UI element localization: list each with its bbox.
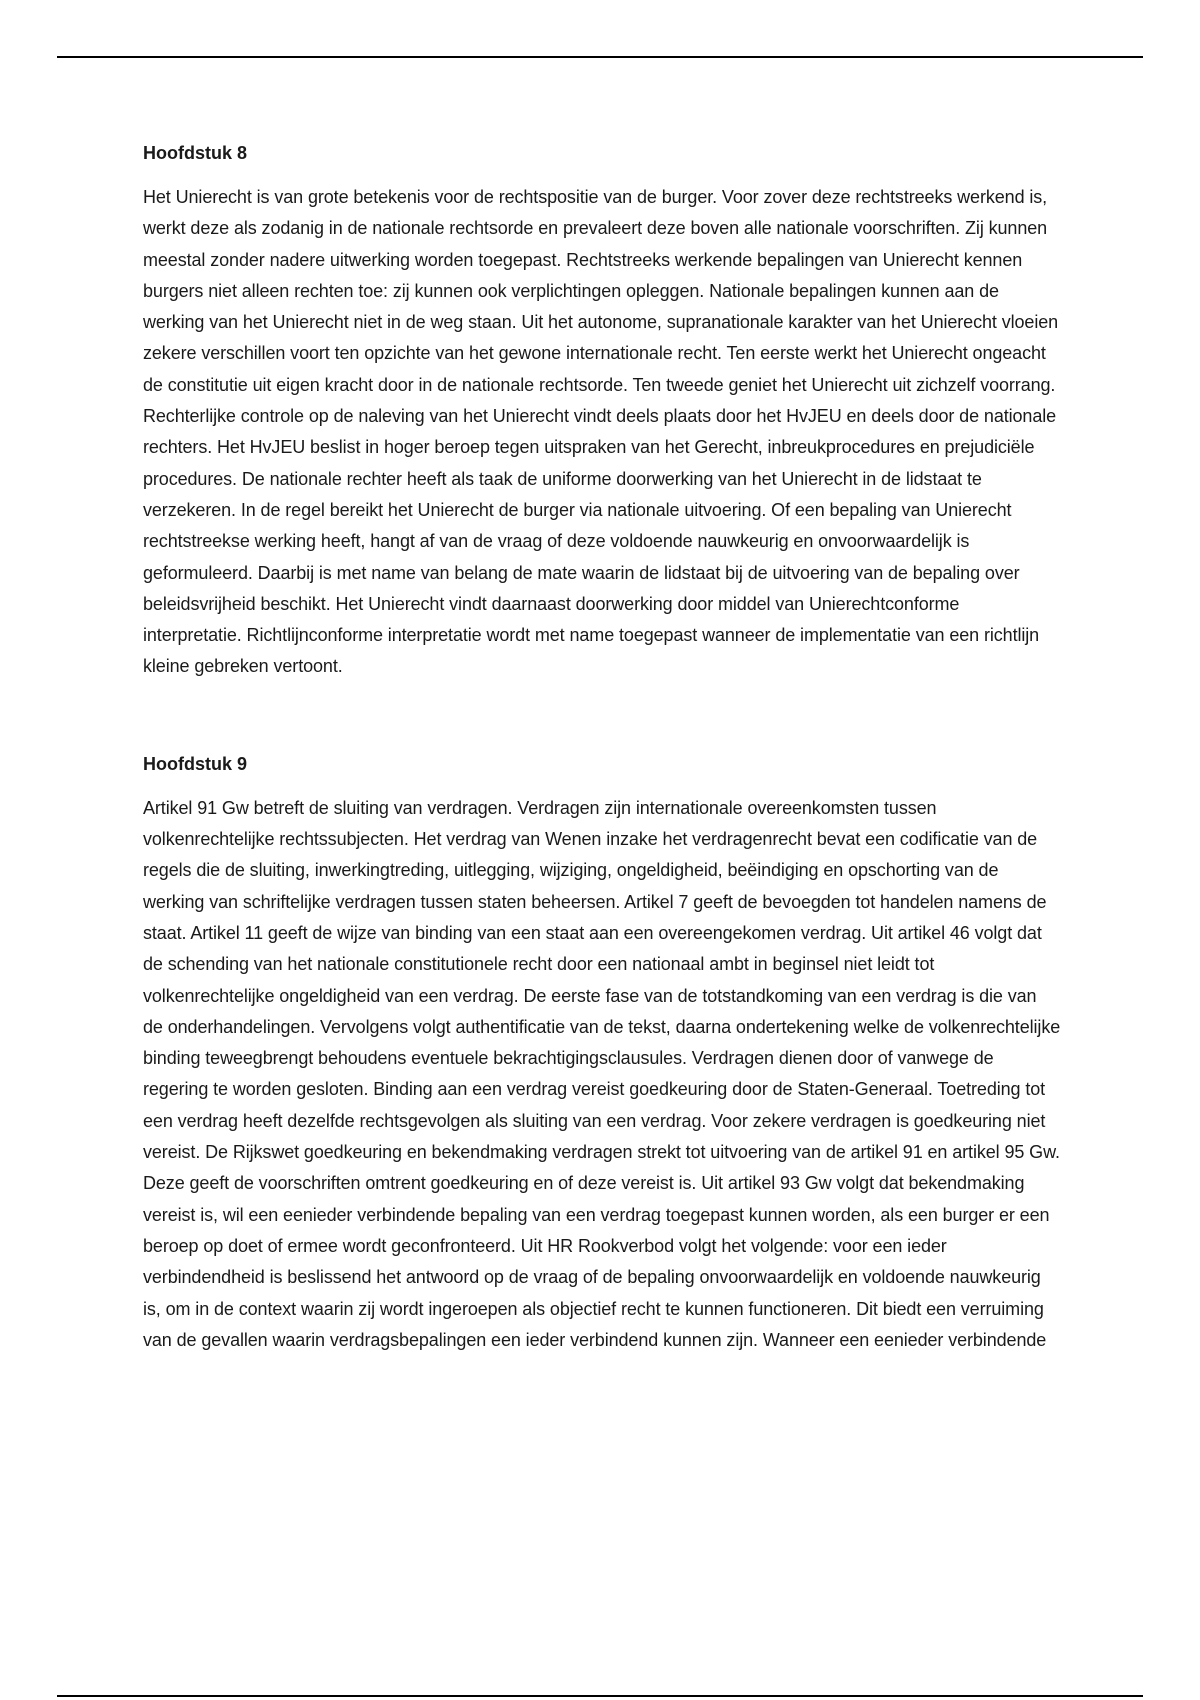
header-rule (57, 56, 1143, 58)
chapter-paragraph: Artikel 91 Gw betreft de sluiting van verdragen. Verdragen zijn internationale overeenkomsten tussen volkenrechtelijke rechtssubjecten. Het verdrag van Wenen inzake het verdragenrecht bevat een codificatie van de regels die de sluiting, inwerkingtreding, uitlegging, wijziging, ongeldigheid, beëindiging en opschorting van de werking van schriftelijke verdragen tussen staten beheersen. Artikel 7 geeft de bevoegden tot handelen namens de staat. Artikel 11 geeft de wijze van binding van een staat aan een overeengekomen verdrag. Uit artikel 46 volgt dat de schending van het nationale constitutionele recht door een nationaal ambt in beginsel niet leidt tot volkenrechtelijke ongeldigheid van een verdrag. De eerste fase van de totstandkoming van een verdrag is die van de onderhandelingen. Vervolgens volgt authentificatie van de tekst, daarna ondertekening welke de volkenrechtelijke binding teweegbrengt behoudens eventuele bekrachtigingsclausules. Verdragen dienen door of vanwege de regering te worden gesloten. Binding aan een verdrag vereist goedkeuring door de Staten-Generaal. Toetreding tot een verdrag heeft dezelfde rechtsgevolgen als sluiting van een verdrag. Voor zekere verdragen is goedkeuring niet vereist. De Rijkswet goedkeuring en bekendmaking verdragen strekt tot uitvoering van de artikel 91 en artikel 95 Gw. Deze geeft de voorschriften omtrent goedkeuring en of deze vereist is. Uit artikel 93 Gw volgt dat bekendmaking vereist is, wil een eenieder verbindende bepaling van een verdrag toegepast kunnen worden, als een burger er een beroep op doet of ermee wordt geconfronteerd. Uit HR Rookverbod volgt het volgende: voor een ieder verbindendheid is beslissend het antwoord op de vraag of de bepaling onvoorwaardelijk en voldoende nauwkeurig is, om in de context waarin zij wordt ingeroepen als objectief recht te kunnen functioneren. Dit biedt een verruiming van de gevallen waarin verdragsbepalingen een ieder verbindend kunnen zijn. Wanneer een eenieder verbindende (143, 797, 1061, 1350)
chapter-heading: Hoofdstuk 8 (143, 143, 248, 163)
chapter-8-section (143, 140, 1061, 683)
chapter-paragraph: Het Unierecht is van grote betekenis voor de rechtspositie van de burger. Voor zover deze rechtstreeks werkend is, werkt deze als zodanig in de nationale rechtsorde en prevaleert deze boven alle nationale voorschriften. Zij kunnen meestal zonder nadere uitwerking worden toegepast. Rechtstreeks werkende bepalingen van Unierecht kennen burgers niet alleen rechten toe: zij kunnen ook verplichtingen opleggen. Nationale bepalingen kunnen aan de werking van het Unierecht niet in de weg staan. Uit het autonome, supranationale karakter van het Unierecht vloeien zekere verschillen voort ten opzichte van het gewone internationale recht. Ten eerste werkt het Unierecht ongeacht de constitutie uit eigen kracht door in de nationale rechtsorde. Ten tweede geniet het Unierecht uit zichzelf voorrang. Rechterlijke controle op de naleving van het Unierecht vindt deels plaats door het HvJEU en deels door de nationale rechters. Het HvJEU beslist in hoger beroep tegen uitspraken van het Gerecht, inbreukprocedures en prejudiciële procedures. De nationale rechter heeft als taak de uniforme doorwerking van het Unierecht in de lidstaat te verzekeren. In de regel bereikt het Unierecht de burger via nationale uitvoering. Of een bepaling van Unierecht rechtstreekse werking heeft, hangt af van de vraag of deze voldoende nauwkeurig en onvoorwaardelijk is geformuleerd. Daarbij is met name van belang de mate waarin de lidstaat bij de uitvoering van de bepaling over beleidsvrijheid beschikt. Het Unierecht vindt daarnaast doorwerking door middel van Unierechtconforme interpretatie. Richtlijnconforme interpretatie wordt met name toegepast wanneer de implementatie van een richtlijn kleine gebreken vertoont. (143, 187, 1059, 677)
footer-rule (57, 1695, 1143, 1697)
chapter-heading: Hoofdstuk 9 (143, 753, 248, 774)
chapter-9-section (143, 751, 1061, 1356)
page-content (143, 140, 1061, 1356)
